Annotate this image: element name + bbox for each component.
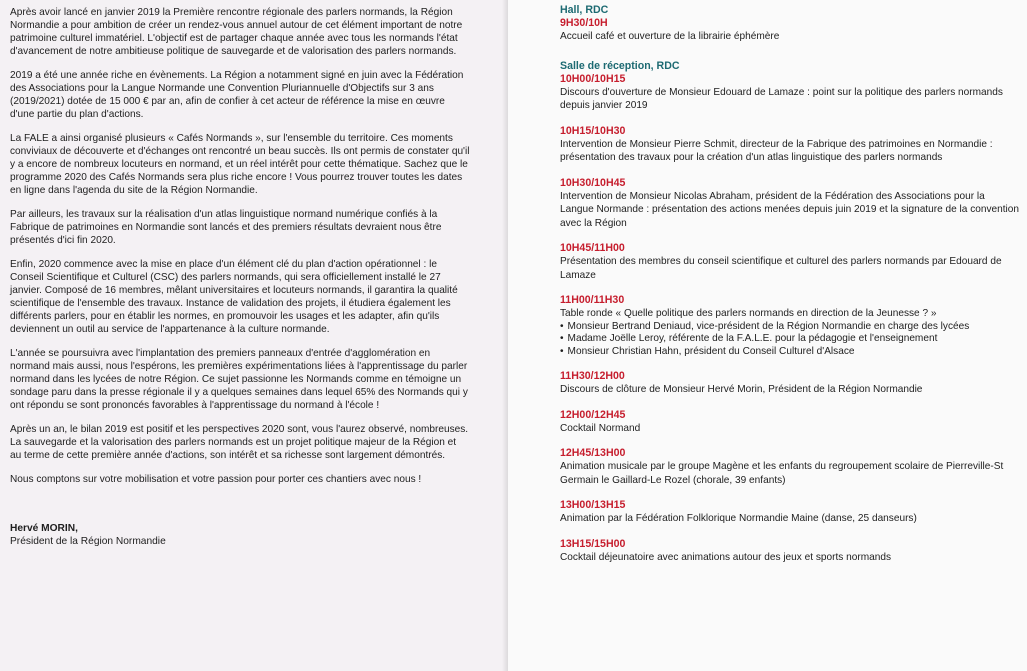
venue-heading: Hall, RDC [560, 4, 609, 16]
programme-block [560, 409, 1021, 436]
paragraph-fale: La FALE a ainsi organisé plusieurs « Cafés Normands », sur l'ensemble du territoire. Ces moments conviviaux de découverte et d'échanges ont rencontré un beau succès. Ils ont permis de constater qu'il y a encore de nombreux locuteurs en normand, et un réel intérêt pour cette thématique. Sachez que le programme 2020 des Cafés Normands sera plus riche encore ! Vous pourrez trouver toutes les dates en ligne dans l'agenda du site de la Région Normandie. [10, 133, 470, 196]
time-slot: 10H30/10H45 [560, 176, 626, 189]
signature-title: Président de la Région Normandie [10, 536, 166, 547]
programme-block [560, 4, 1021, 44]
slot-description: Intervention de Monsieur Nicolas Abraham, président de la Fédération des Associations pour la Langue Normande : présentation des actions menées depuis juin 2019 et la signature de la convention avec la Région [560, 190, 1020, 229]
roundtable-speakers-list [560, 321, 1021, 359]
time-slot: 10H45/11H00 [560, 242, 625, 254]
programme-block [560, 242, 1021, 282]
programme-block [560, 499, 1021, 526]
slot-description: Animation par la Fédération Folklorique Normandie Maine (danse, 25 danseurs) [560, 513, 917, 525]
slot-description: Table ronde « Quelle politique des parlers normands en direction de la Jeunesse ? » [560, 308, 937, 319]
programme-block [560, 60, 1021, 113]
slot-description: Présentation des membres du conseil scientifique et culturel des parlers normands par Edouard de Lamaze [560, 256, 1002, 281]
time-slot: 11H30/12H00 [560, 370, 625, 383]
signature [10, 522, 470, 548]
paragraph-csc: Enfin, 2020 commence avec la mise en place d'un élément clé du plan d'action opérationnel : le Conseil Scientifique et Culturel (CSC) des parlers normands, qui sera officiellement installé le 27 janvier. Composé de 16 membres, mêlant universitaires et locuteurs normands, il garantira la qualité scientifique de l'ensemble des travaux. Instance de validation des projets, il étudiera également les différents parlers, pour en établir les normes, en promouvoir les usages et les adapter, afin qu'ils deviennent un outil au service de l'appartenance à la culture normande. [10, 259, 458, 335]
time-slot: 9H30/10H [560, 17, 608, 29]
programme-block [560, 125, 1021, 165]
speaker-item: • Madame Joëlle Leroy, référente de la F.A.L.E. pour la pédagogie et l'enseignement [560, 333, 1021, 346]
time-slot: 10H15/10H30 [560, 124, 626, 137]
programme-block [560, 538, 1021, 565]
slot-description: Cocktail Normand [560, 422, 641, 434]
time-slot: 12H45/13H00 [560, 447, 626, 460]
programme-block [560, 294, 1021, 358]
programme-block [560, 447, 1021, 487]
paragraph-panneaux: L'année se poursuivra avec l'implantation des premiers panneaux d'entrée d'agglomération en normand mais aussi, nous l'espérons, les premières expérimentations liées à l'apprentissage du parler normand dans les lycées de notre Région. Ce sujet passionne les Normands comme en témoigne un sondage paru dans la presse régionale il y a quelques semaines dans lequel 65% des Normands qui y ont répondu se sont prononcés favorables à l'apprentissage du normand à l'école ! [10, 348, 468, 411]
paragraph-closing: Nous comptons sur votre mobilisation et votre passion pour porter ces chantiers avec nous ! [10, 474, 422, 485]
time-slot: 10H00/10H15 [560, 72, 626, 85]
speaker-item: • Monsieur Bertrand Deniaud, vice-président de la Région Normandie en charge des lycées [560, 321, 1021, 334]
intro-paragraph: Après avoir lancé en janvier 2019 la Première rencontre régionale des parlers normands, la Région Normandie a pour ambition de créer un rendez-vous annuel autour de cet élément important de notre patrimoine culturel immatériel. L'objectif est de partager chaque année avec tous les normands l'état d'avancement de notre ambitieuse politique de sauvegarde et de valorisation des parlers normands. [10, 7, 463, 57]
programme-block [560, 177, 1021, 231]
programme-block [560, 370, 1021, 397]
slot-description: Accueil café et ouverture de la librairie éphémère [560, 31, 780, 42]
slot-description: Animation musicale par le groupe Magène et les enfants du regroupement scolaire de Pierreville-St Germain le Gaillard-Le Rozel (chorale, 39 enfants) [560, 461, 1004, 486]
slot-description: Intervention de Monsieur Pierre Schmit, directeur de la Fabrique des patrimoines en Normandie : présentation des travaux pour la création d'un atlas linguistique des parlers normands [560, 138, 993, 163]
speaker-item: • Monsieur Christian Hahn, président du Conseil Culturel d'Alsace [560, 346, 1021, 359]
venue-heading: Salle de réception, RDC [560, 59, 680, 72]
paragraph-2019: 2019 a été une année riche en évènements. La Région a notamment signé en juin avec la Fédération des Associations pour la Langue Normande une Convention Pluriannuelle d'Objectifs sur 3 ans (2019/2021) dotée de 15 000 € par an, afin de confier à cet acteur de référence la mise en œuvre d'une partie du plan d'actions. [10, 70, 464, 120]
time-slot: 13H15/15H00 [560, 537, 626, 550]
paragraph-bilan: Après un an, le bilan 2019 est positif et les perspectives 2020 sont, vous l'aurez observé, nombreuses. La sauvegarde et la valorisation des parlers normands est un projet politique majeur de la Région et au terme de cette première année d'actions, son intérêt et sa richesse sont largement démontrés. [10, 424, 469, 461]
signature-name: Hervé MORIN, [10, 523, 78, 534]
time-slot: 12H00/12H45 [560, 408, 626, 421]
slot-description: Cocktail déjeunatoire avec animations autour des jeux et sports normands [560, 551, 892, 563]
right-page-programme [508, 0, 1027, 671]
time-slot: 13H00/13H15 [560, 499, 626, 512]
slot-description: Discours de clôture de Monsieur Hervé Morin, Président de la Région Normandie [560, 384, 923, 396]
time-slot: 11H00/11H30 [560, 294, 625, 306]
slot-description: Discours d'ouverture de Monsieur Edouard de Lamaze : point sur la politique des parlers normands depuis janvier 2019 [560, 86, 1003, 111]
left-page [0, 0, 508, 671]
paragraph-atlas: Par ailleurs, les travaux sur la réalisation d'un atlas linguistique normand numérique confiés à la Fabrique de patrimoines en Normandie sont lancés et des premiers résultats devraient nous être présentés d'ici fin 2020. [10, 209, 442, 246]
